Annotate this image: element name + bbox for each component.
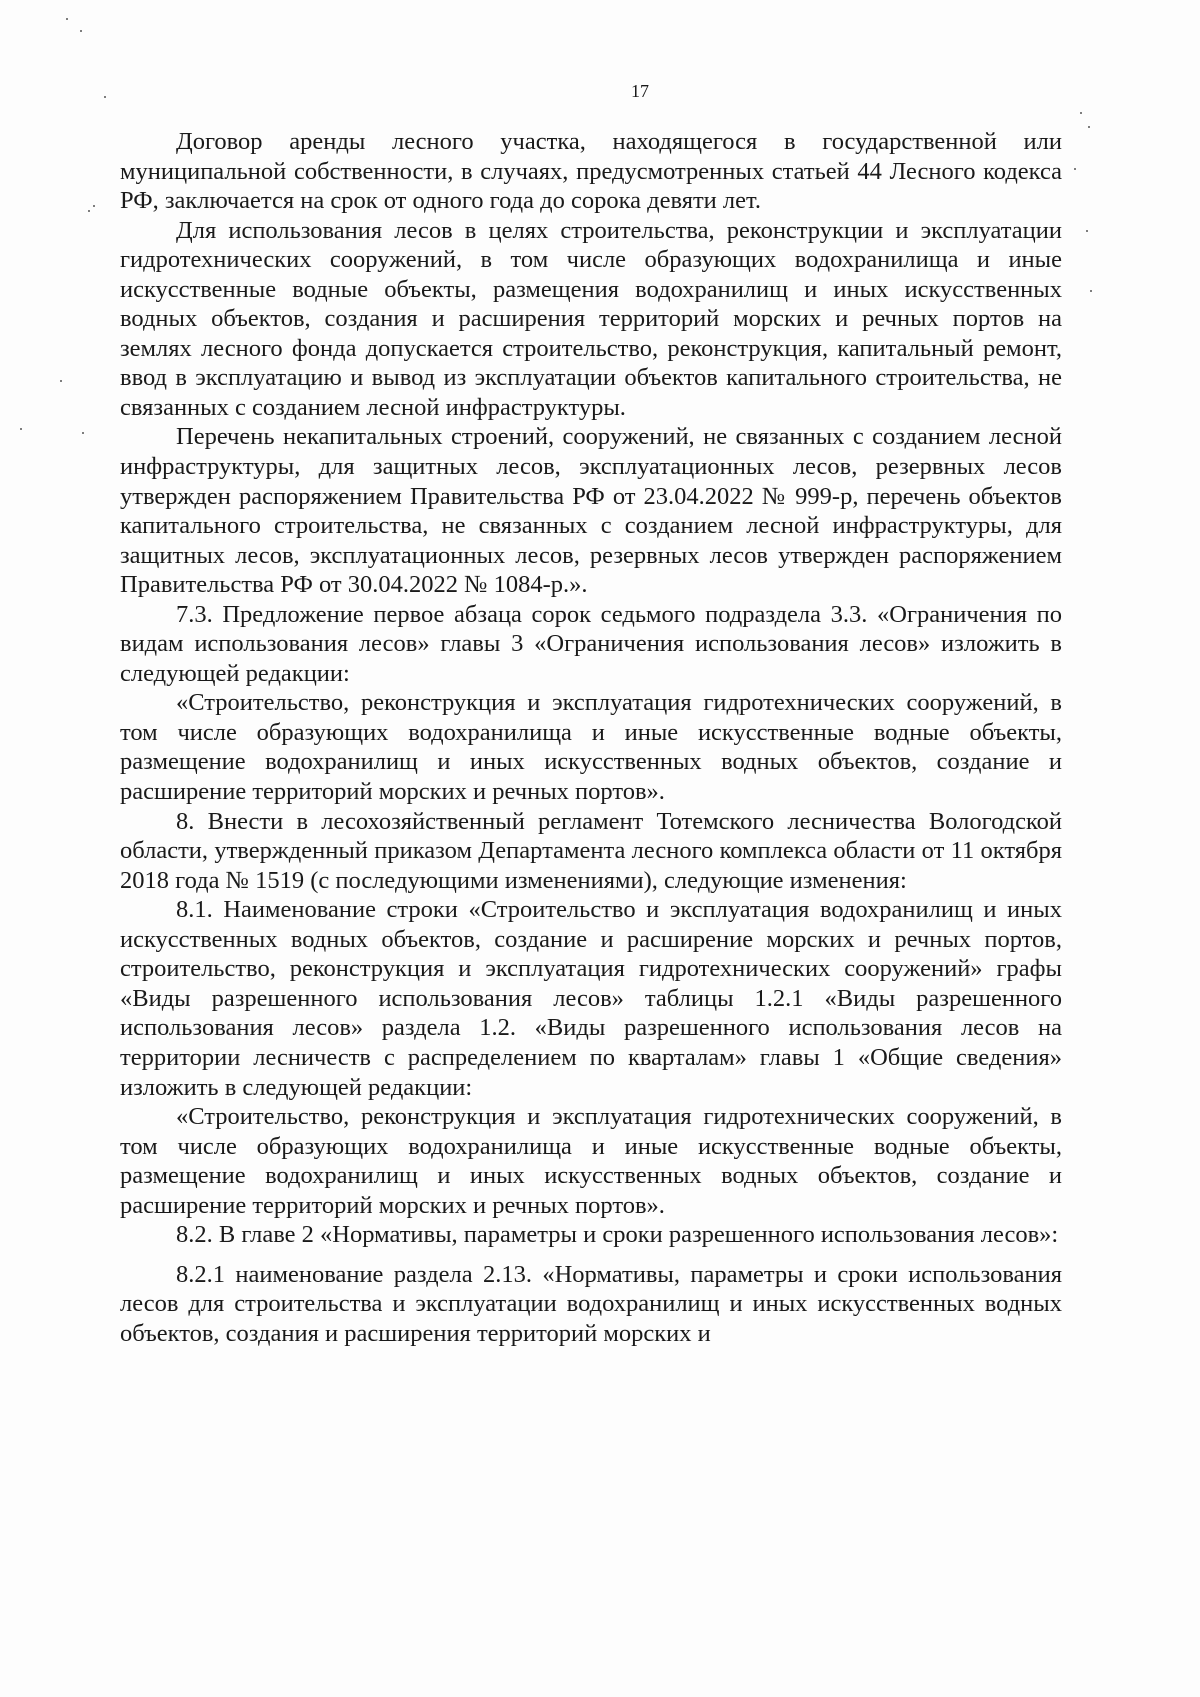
paragraph-8-2: 8.2. В главе 2 «Нормативы, параметры и сроки разрешенного использования лесов»: (176, 1221, 1059, 1249)
scan-speck (20, 428, 22, 430)
scan-speck (104, 96, 106, 98)
scan-speck (1074, 168, 1076, 170)
page-number: 17 (631, 81, 649, 101)
paragraph-hydro-construction: Для использования лесов в целях строительства, реконструкции и эксплуатации гидротехнических сооружений, в том числе образующих водохранилища и иные искусственные водные объекты, размещения водохранилищ и иных искусственных водных объектов, создания и расширения территорий морских и речных портов на землях лесного фонда допускается строительство, реконструкция, капитальный ремонт, ввод в эксплуатацию и вывод из эксплуатации объектов капитального строительства, не связанных с созданием лесной инфраструктуры. (120, 216, 1062, 421)
scan-speck (60, 380, 62, 382)
paragraph-8: 8. Внести в лесохозяйственный регламент Тотемского лесничества Вологодской области, утвержденный приказом Департамента лесного комплекса области от 11 октября 2018 года № 1519 (с последующими изменениями), следующие изменения: (120, 807, 1062, 894)
scan-speck (1086, 230, 1088, 232)
scan-speck (82, 432, 84, 434)
paragraph-structures-list: Перечень некапитальных строений, сооружений, не связанных с созданием лесной инфраструктуры, для защитных лесов, эксплуатационных лесов, резервных лесов утвержден распоряжением Правительства РФ от 23.04.2022 № 999-р, перечень объектов капитального строительства, не связанных с созданием лесной инфраструктуры, для защитных лесов, эксплуатационных лесов, резервных лесов утвержден распоряжением Правительства РФ от 30.04.2022 № 1084-р.». (120, 423, 1062, 599)
paragraph-quote-2: «Строительство, реконструкция и эксплуатация гидротехнических сооружений, в том числе образующих водохранилища и иные искусственные водные объекты, размещение водохранилищ и иных искусственных водных объектов, создание и расширение территорий морских и речных портов». (120, 1103, 1062, 1219)
paragraph-8-2-1: 8.2.1 наименование раздела 2.13. «Нормативы, параметры и сроки использования лесов для строительства и эксплуатации водохранилищ и иных искусственных водных объектов, создания и расширения территорий морских и (120, 1260, 1062, 1347)
paragraph-quote-1: «Строительство, реконструкция и эксплуатация гидротехнических сооружений, в том числе образующих водохранилища и иные искусственные водные объекты, размещение водохранилищ и иных искусственных водных объектов, создание и расширение территорий морских и речных портов». (120, 689, 1062, 806)
scan-speck (88, 210, 90, 212)
scan-speck (1080, 112, 1082, 114)
paragraph-lease-term: Договор аренды лесного участка, находящегося в государственной или муниципальной собственности, в случаях, предусмотренных статьей 44 Лесного кодекса РФ, заключается на срок от одного года до сорока девяти лет. (120, 128, 1062, 215)
scan-speck (1088, 126, 1090, 128)
document-body (120, 127, 1062, 1348)
paragraph-8-1: 8.1. Наименование строки «Строительство и эксплуатация водохранилищ и иных искусственных водных объектов, создание и расширение морских и речных портов, строительство, реконструкция и эксплуатация гидротехнических сооружений» графы «Виды разрешенного использования лесов» таблицы 1.2.1 «Виды разрешенного использования лесов» раздела 1.2. «Виды разрешенного использования лесов на территории лесничеств с распределением по кварталам» главы 1 «Общие сведения» изложить в следующей редакции: (120, 896, 1062, 1101)
scan-speck (1090, 290, 1092, 292)
scan-speck (93, 205, 95, 207)
scan-speck (80, 30, 82, 32)
paragraph-7-3: 7.3. Предложение первое абзаца сорок седьмого подраздела 3.3. «Ограничения по видам использования лесов» главы 3 «Ограничения использования лесов» изложить в следующей редакции: (120, 600, 1062, 687)
scan-speck (66, 18, 68, 20)
